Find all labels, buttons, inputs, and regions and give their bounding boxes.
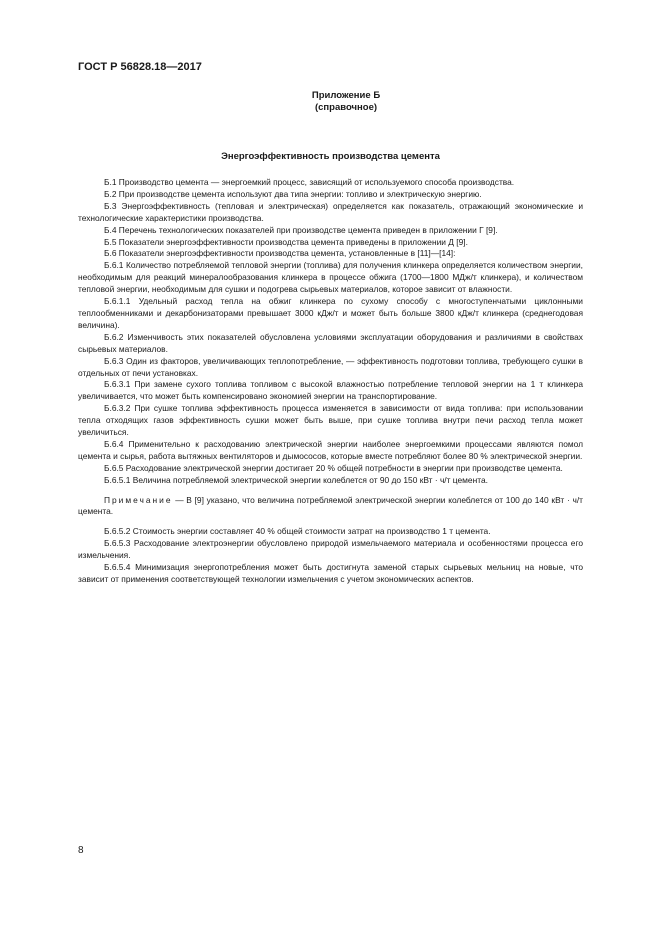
paragraph: Б.6.1 Количество потребляемой тепловой энергии (топлива) для получения клинкера определяется количеством энергии, необходимым для реакций минералообразования клинкера в процессе обжига (1700—1800 МДж/т клинкера), и количеством тепловой энергии, необходимым для сушки и подогрева сырьевых материалов, которое зависит от влажности. xyxy=(78,260,583,295)
paragraph: Б.6 Показатели энергоэффективности производства цемента, установленные в [11]—[14]: xyxy=(104,248,456,259)
page-number: 8 xyxy=(78,845,84,856)
paragraph: Б.6.3 Один из факторов, увеличивающих теплопотребление, — эффективность подготовки топлива, требующего сушки в отдельных от печи установках. xyxy=(78,355,583,378)
paragraph: Б.6.5.4 Минимизация энергопотребления может быть достигнута заменой старых сырьевых мельниц на новые, что зависит от применения соответствующей технологии измельчения с учетом экономических аспектов. xyxy=(78,562,583,584)
paragraph: Б.6.4 Применительно к расходованию электрической энергии наиболее энергоемкими процессами являются помол цемента и сырья, работа вытяжных вентиляторов и дымососов, которые вместе потребляют более 80 % электрической энергии. xyxy=(78,438,583,461)
document-code: ГОСТ Р 56828.18—2017 xyxy=(78,61,202,73)
paragraph: Б.6.3.1 При замене сухого топлива топливом с высокой влажностью потребление тепловой энергии на 1 т клинкера увеличивается, что может быть компенсировано экономией энергии на транспортирование. xyxy=(78,379,583,402)
paragraph: Б.6.5 Расходование электрической энергии достигает 20 % общей потребности в энергии при производстве цемента. xyxy=(104,462,563,473)
note-label: Примечание xyxy=(104,494,173,505)
note-text: — В [9] указано, что величина потребляемой электрической энергии колеблется от 100 до 140 кВт · ч/т цемента. xyxy=(78,494,583,517)
paragraph: Б.6.1.1 Удельный расход тепла на обжиг клинкера по сухому способу с многоступенчатыми циклонными теплообменниками и декарбонизаторами превышает 3000 кДж/т и может быть больше 3800 кДж/т клинкера (среднегодовая величина). xyxy=(78,296,583,330)
paragraph: Б.6.5.3 Расходование электроэнергии обусловлено природой измельчаемого материала и особенностями процесса его измельчения. xyxy=(78,538,583,561)
paragraph: Б.6.5.2 Стоимость энергии составляет 40 % общей стоимости затрат на производство 1 т цемента. xyxy=(104,526,491,537)
paragraph: Б.6.5.1 Величина потребляемой электрической энергии колеблется от 90 до 150 кВт · ч/т цемента. xyxy=(104,474,488,485)
note-paragraph xyxy=(78,495,583,519)
paragraph: Б.6.2 Изменчивость этих показателей обусловлена условиями эксплуатации оборудования и различиями в свойствах сырьевых материалов. xyxy=(78,331,583,354)
paragraph: Б.2 При производстве цемента используют два типа энергии: топливо и электрическую энергию. xyxy=(104,188,482,199)
annex-title: Приложение Б xyxy=(311,90,381,101)
paragraph: Б.6.3.2 При сушке топлива эффективность процесса изменяется в зависимости от вида топлива: при использовании тепла отходящих газов эффективность сушки может быть выше, при сушке топлива внутри печи расход тепла может увеличиться. xyxy=(78,403,583,438)
document-body xyxy=(78,177,583,586)
annex-heading xyxy=(300,90,392,114)
paragraph: Б.3 Энергоэффективность (тепловая и электрическая) определяется как показатель, отражающий экономические и технологические характеристики производства. xyxy=(78,200,583,223)
section-title: Энергоэффективность производства цемента xyxy=(221,151,440,162)
annex-subtitle: (справочное) xyxy=(314,102,378,113)
paragraph: Б.5 Показатели энергоэффективности производства цемента приведены в приложении Д [9]. xyxy=(104,236,468,247)
paragraph: Б.1 Производство цемента — энергоемкий процесс, зависящий от используемого способа производства. xyxy=(104,177,515,187)
paragraph: Б.4 Перечень технологических показателей при производстве цемента приведен в приложении Г [9]. xyxy=(104,224,498,235)
